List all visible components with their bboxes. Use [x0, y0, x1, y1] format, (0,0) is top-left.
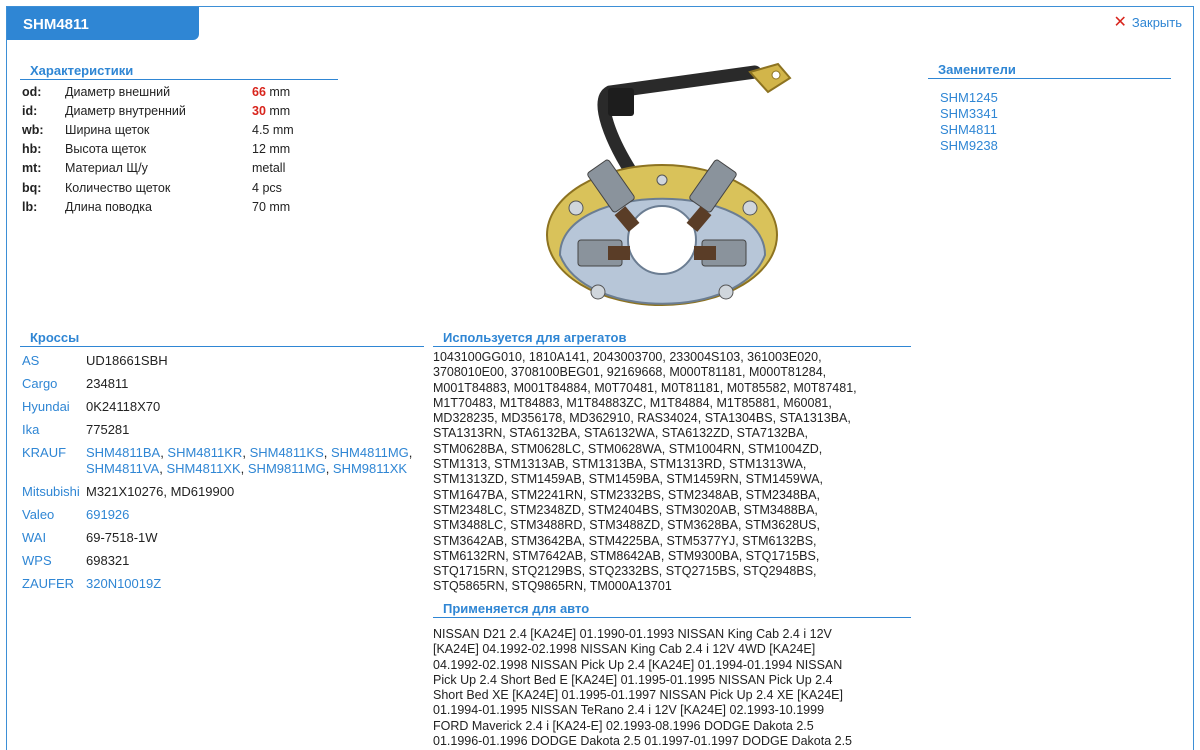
- replacement-link[interactable]: SHM3341: [940, 106, 998, 121]
- text-line: Pick Up 2.4 Short Bed E [KA24E] 01.1995-01.1995 NISSAN Pick Up 2.4: [433, 672, 833, 687]
- text-line: MD328235, MD356178, MD362910, RAS34024, STA1304BS, STA1313BA,: [433, 411, 851, 426]
- cross-values: [86, 551, 426, 574]
- spec-number: 4.5: [252, 122, 270, 137]
- spec-value: [252, 101, 294, 120]
- replacement-link[interactable]: SHM4811: [940, 122, 997, 137]
- cross-row: [22, 374, 426, 397]
- cross-code-link[interactable]: 691926: [86, 507, 130, 522]
- cross-code: 0K24118X70: [86, 399, 161, 414]
- cross-row: [22, 551, 426, 574]
- spec-row: [22, 178, 294, 197]
- text-line: STM1313ZD, STM1459AB, STM1459BA, STM1459RN, STM1459WA,: [433, 472, 823, 487]
- cross-code: 698321: [86, 553, 130, 568]
- cross-values: [86, 528, 426, 551]
- text-line: STM3642AB, STM3642BA, STM4225BA, STM5377YJ, STM6132BS,: [433, 533, 817, 548]
- spec-row: [22, 197, 294, 216]
- cross-values: [86, 420, 426, 443]
- cross-brand: KRAUF: [22, 445, 67, 460]
- spec-label: Материал Щ/у: [65, 161, 148, 176]
- replacement-link[interactable]: SHM1245: [940, 90, 998, 105]
- cross-values: [86, 351, 426, 374]
- text-line: NISSAN D21 2.4 [KA24E] 01.1990-01.1993 NISSAN King Cab 2.4 i 12V: [433, 627, 832, 641]
- text-line: STM1647BA, STM2241RN, STM2332BS, STM2348AB, STM2348BA,: [433, 487, 820, 502]
- cross-code: UD18661SBH: [86, 353, 168, 368]
- spec-row: [22, 120, 294, 139]
- text-line: 01.1996-01.1996 DODGE Dakota 2.5 01.1997-01.1997 DODGE Dakota 2.5: [433, 734, 853, 749]
- spec-value: [252, 178, 294, 197]
- cross-code: MD619900: [170, 484, 235, 499]
- vehicles-text: [433, 627, 908, 749]
- spec-number: 12: [252, 142, 266, 157]
- spec-code: lb:: [22, 199, 38, 214]
- cross-code-link[interactable]: SHM4811KR: [167, 445, 243, 460]
- cross-brand: Mitsubishi: [22, 484, 80, 499]
- spec-number: 4: [252, 180, 259, 195]
- spec-code: id:: [22, 103, 38, 118]
- spec-code: mt:: [22, 161, 42, 176]
- cross-row: [22, 397, 426, 420]
- text-line: STM2348LC, STM2348ZD, STM2404BS, STM3020AB, STM3488BA,: [433, 502, 818, 517]
- cross-row: [22, 574, 426, 597]
- replacement-link[interactable]: SHM9238: [940, 138, 998, 153]
- cross-brand: AS: [22, 353, 40, 368]
- spec-unit: mm: [272, 122, 294, 137]
- text-line: M001T84883, M001T84884, M0T70481, M0T81181, M0T85582, M0T87481,: [433, 380, 857, 395]
- spec-value: [252, 82, 294, 101]
- cross-code: 775281: [86, 422, 130, 437]
- text-line: STA1313RN, STA6132BA, STA6132WA, STA6132ZD, STA7132BA,: [433, 426, 808, 441]
- close-label: Закрыть: [1131, 15, 1182, 30]
- cross-code-link[interactable]: SHM4811XK: [166, 461, 241, 476]
- cross-brand: Ika: [22, 422, 40, 437]
- cross-row: [22, 351, 426, 374]
- spec-code: wb:: [22, 122, 44, 137]
- units-heading: Используется для агрегатов: [433, 330, 911, 347]
- spec-code: od:: [22, 84, 42, 99]
- text-line: STM6132RN, STM7642AB, STM8642AB, STM9300BA, STQ1715BS,: [433, 548, 820, 563]
- cross-code: 234811: [86, 376, 129, 391]
- spec-row: [22, 101, 294, 120]
- cross-values: SHM4811BA, SHM4811KR, SHM4811KS, SHM4811MG, SHM4811VA, SHM4811XK, SHM9811MG, SHM9811XK: [86, 445, 413, 476]
- cross-values: [86, 505, 426, 528]
- crosses-heading: Кроссы: [20, 330, 424, 347]
- spec-value: [252, 120, 294, 139]
- spec-value: [252, 197, 294, 216]
- spec-row: [22, 159, 294, 178]
- text-line: STM0628BA, STM0628LC, STM0628WA, STM1004RN, STM1004ZD,: [433, 441, 823, 456]
- cross-code-link[interactable]: 320N10019Z: [86, 576, 162, 591]
- text-line: STQ5865RN, STQ9865RN, TM000A13701: [433, 579, 672, 594]
- spec-value: [252, 159, 294, 178]
- spec-unit: mm: [269, 142, 291, 157]
- spec-label: Диаметр внутренний: [65, 103, 186, 118]
- cross-brand: Cargo: [22, 376, 58, 391]
- specs-table: [22, 82, 294, 216]
- crosses-table: [22, 351, 426, 597]
- spec-label: Высота щеток: [65, 142, 147, 157]
- spec-value: [252, 140, 294, 159]
- spec-number: 30: [252, 103, 266, 118]
- cross-brand: Valeo: [22, 507, 55, 522]
- cross-code-link[interactable]: SHM4811MG: [330, 445, 409, 460]
- spec-label: Количество щеток: [65, 180, 171, 195]
- spec-number: metall: [252, 161, 286, 176]
- cross-brand: Hyundai: [22, 399, 70, 414]
- cross-values: [86, 574, 426, 597]
- modal-title: SHM4811: [7, 7, 199, 40]
- text-line: [KA24E] 04.1992-02.1998 NISSAN King Cab 2.4 i 12V 4WD [KA24E]: [433, 642, 816, 657]
- cross-row: [22, 528, 426, 551]
- text-line: Short Bed XE [KA24E] 01.1995-01.1997 NISSAN Pick Up 2.4 XE [KA24E]: [433, 688, 843, 703]
- cross-row: [22, 443, 426, 482]
- specs-heading: Характеристики: [20, 63, 338, 80]
- replacements-list: [940, 90, 998, 154]
- close-button[interactable]: [1114, 15, 1182, 30]
- text-line: 04.1992-02.1998 NISSAN Pick Up 2.4 [KA24E] 01.1994-01.1994 NISSAN: [433, 657, 843, 672]
- cross-brand: WPS: [22, 553, 52, 568]
- spec-row: [22, 140, 294, 159]
- spec-code: hb:: [22, 142, 42, 157]
- cross-code-link[interactable]: SHM9811MG: [247, 461, 326, 476]
- spec-label: Диаметр внешний: [65, 84, 171, 99]
- text-line: M1T70483, M1T84883, M1T84883ZC, M1T84884, M1T85881, M60081,: [433, 395, 832, 410]
- spec-unit: mm: [269, 199, 291, 214]
- cross-brand: ZAUFER: [22, 576, 74, 591]
- cross-brand: WAI: [22, 530, 47, 545]
- spec-code: bq:: [22, 180, 42, 195]
- replacements-heading: Заменители: [928, 62, 1171, 79]
- spec-unit: pcs: [262, 180, 282, 195]
- spec-row: [22, 82, 294, 101]
- cross-row: [22, 482, 426, 505]
- cross-row: [22, 505, 426, 528]
- text-line: 3708010E00, 3708100BEG01, 92169668, M000T81181, M000T81284,: [433, 365, 827, 380]
- product-image: [540, 60, 820, 322]
- vehicles-heading: Применяется для авто: [433, 601, 911, 618]
- close-icon: ✕: [1113, 14, 1127, 31]
- cross-code-link[interactable]: SHM4811VA: [86, 461, 160, 476]
- spec-unit: mm: [269, 84, 291, 99]
- text-line: 1043100GG010, 1810A141, 2043003700, 233004S103, 361003E020,: [433, 350, 822, 364]
- text-line: STM3488LC, STM3488RD, STM3488ZD, STM3628BA, STM3628US,: [433, 518, 820, 533]
- cross-code: M321X10276: [86, 484, 164, 499]
- text-line: FORD Maverick 2.4 i [KA24-E] 02.1993-08.1996 DODGE Dakota 2.5: [433, 718, 814, 733]
- units-text: [433, 350, 908, 595]
- cross-code-link[interactable]: SHM9811XK: [332, 461, 408, 476]
- cross-code-link[interactable]: SHM4811BA: [86, 445, 161, 460]
- spec-label: Ширина щеток: [65, 122, 150, 137]
- cross-values: [86, 374, 426, 397]
- text-line: STM1313, STM1313AB, STM1313BA, STM1313RD, STM1313WA,: [433, 457, 807, 472]
- cross-code: 69-7518-1W: [86, 530, 158, 545]
- cross-values: [86, 397, 426, 420]
- spec-unit: mm: [269, 103, 291, 118]
- text-line: STQ1715RN, STQ2129BS, STQ2332BS, STQ2715BS, STQ2948BS,: [433, 564, 817, 579]
- text-line: 01.1994-01.1995 NISSAN TeRano 2.4 i 12V [KA24E] 02.1993-10.1999: [433, 703, 825, 718]
- cross-values: M321X10276, MD619900: [86, 484, 235, 499]
- cross-row: [22, 420, 426, 443]
- spec-number: 66: [252, 84, 266, 99]
- spec-number: 70: [252, 199, 266, 214]
- cross-code-link[interactable]: SHM4811KS: [249, 445, 324, 460]
- spec-label: Длина поводка: [65, 199, 152, 214]
